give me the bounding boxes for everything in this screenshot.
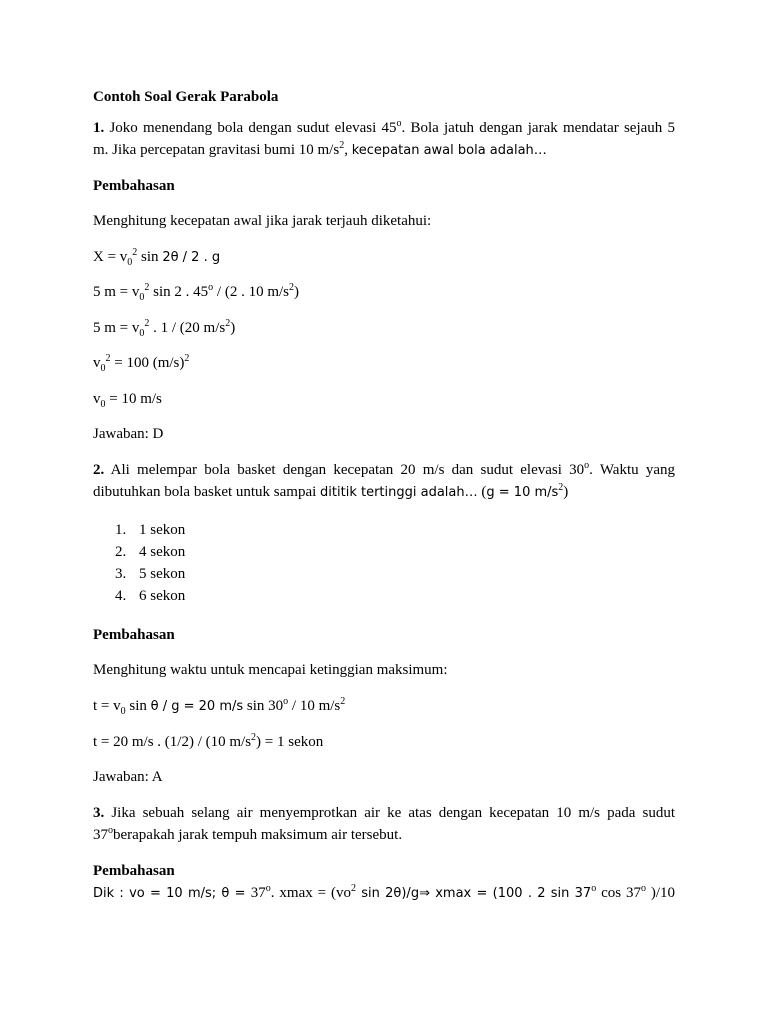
question-1-step-2: 5 $m = v_0^2$ sin 2 . 45$^o$ / (2 . 10 $m/s^2$): [93, 282, 299, 303]
answer-options-list: [115, 521, 185, 609]
question-1-step-5: $v_0 = 10$ m/s: [93, 391, 162, 410]
question-2-line-1: 2. Ali melempar bola basket dengan kecepatan 20 m/s dan sudut elevasi 30$^o$. Waktu yang: [93, 460, 675, 478]
question-1-line-1: 1. Joko menendang bola dengan sudut elevasi 45$^o$. Bola jatuh dengan jarak mendatar sejauh 5: [93, 118, 675, 136]
document-title: Contoh Soal Gerak Parabola: [93, 89, 279, 105]
question-1-step-1: $X = v_0^2$ sin 2θ / 2 . g: [93, 247, 221, 268]
answer-option: 2. 4 sekon: [115, 544, 186, 560]
answer-option: 4. 6 sekon: [115, 588, 186, 604]
question-2-answer: Jawaban: A: [93, 769, 163, 785]
pembahasan-heading-2: Pembahasan: [93, 627, 175, 643]
question-1-answer: Jawaban: D: [93, 426, 164, 442]
question-3-solution: Dik : vo = 10 m/s; $\theta = 37^o$. $xmax = (vo^2$ sin 2θ)/g⇒ xmax = (100 . 2 sin 37$^o$ cos 37$^o$ )/10: [93, 883, 676, 901]
pembahasan-heading-3: Pembahasan: [93, 863, 175, 879]
question-1-step-4: $v_0^2 = 100$ $(m/s)^2$: [93, 353, 190, 374]
question-1-line-2: m. Jika percepatan gravitasi bumi 10 $m/s^2$, kecepatan awal bola adalah…: [93, 140, 547, 158]
question-2-step-2: t = 20 m/s . (1/2) / (10 $m/s^2) = 1$ sekon: [93, 732, 324, 750]
question-2-intro: Menghitung waktu untuk mencapai ketinggian maksimum:: [93, 662, 448, 678]
answer-option: 3. 5 sekon: [115, 566, 186, 582]
pembahasan-heading-1: Pembahasan: [93, 178, 175, 194]
question-1-intro: Menghitung kecepatan awal jika jarak terjauh diketahui:: [93, 213, 432, 229]
question-1-step-3: 5 $m = v_0^2$ . 1 / (20 $m/s^2$): [93, 318, 236, 339]
answer-option: 1. 1 sekon: [115, 522, 186, 538]
question-3-line-1: 3. Jika sebuah selang air menyemprotkan air ke atas dengan kecepatan 10 m/s pada sudut: [93, 805, 675, 821]
question-2-line-2: dibutuhkan bola basket untuk sampai dititik tertinggi adalah… (g = 10 $m/s^2$): [93, 482, 569, 500]
question-2-step-1: $t = v_0$ sin θ / g = 20 m/s sin 30$^o$ / 10 $m/s^2$: [93, 696, 346, 717]
question-3-line-2: 37$^o$berapakah jarak tempuh maksimum air tersebut.: [93, 825, 403, 843]
